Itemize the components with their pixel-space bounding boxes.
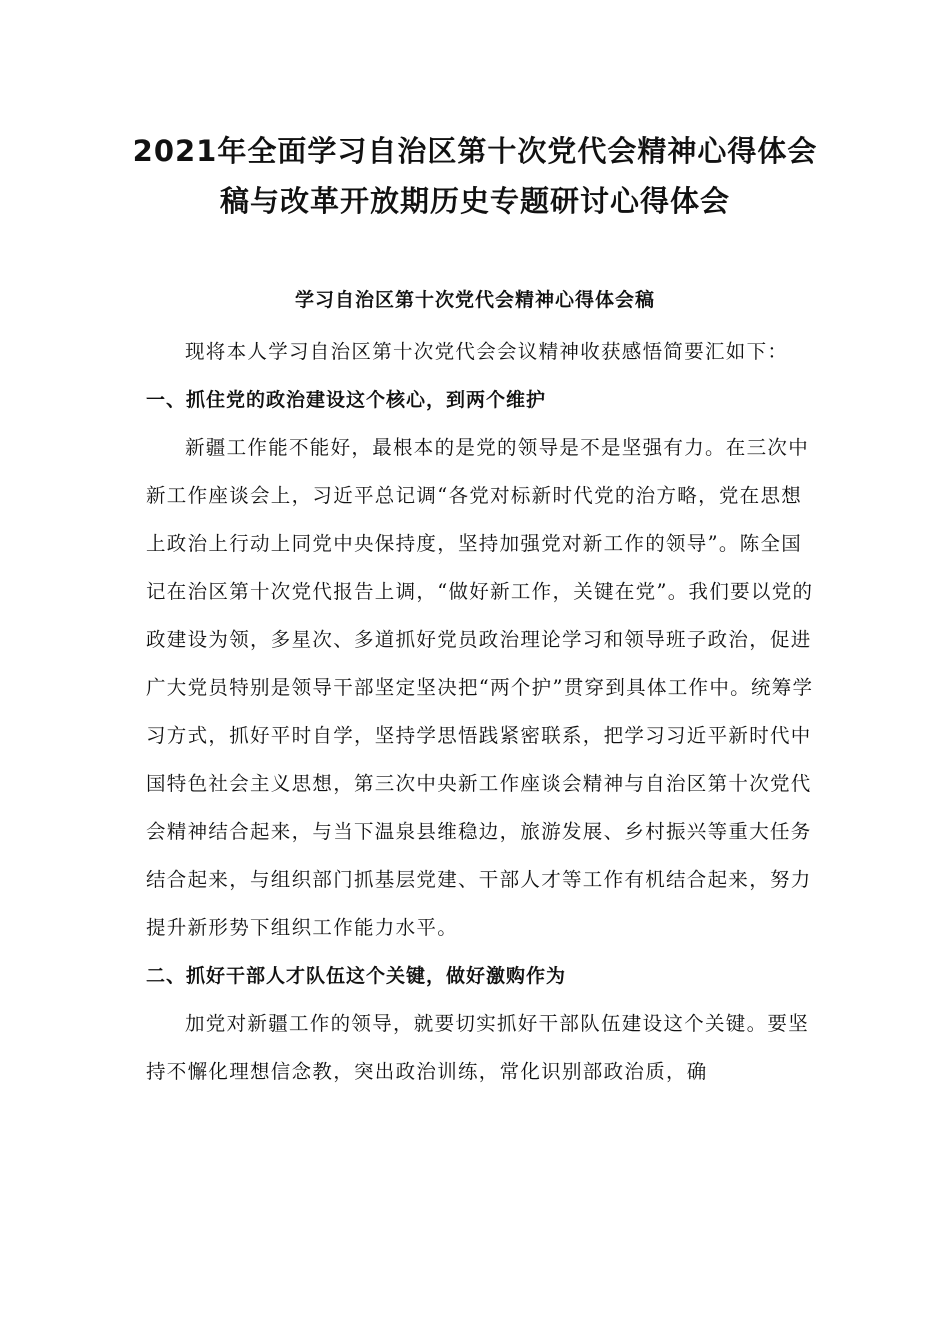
section-2-paragraph: 加党对新疆工作的领导，就要切实抓好干部队伍建设这个关键。要坚持不懈化理想信念教，突出政治训练，常化识别部政治质，确 <box>146 1012 810 1083</box>
section-2-heading: 二、抓好干部人才队伍这个关键，做好激购作为 <box>146 965 567 987</box>
section-1-paragraph: 新疆工作能不能好，最根本的是党的领导是不是坚强有力。在三次中新工作座谈会上，习近平总记调“各党对标新时代党的治方略，党在思想上政治上行动上同党中央保持度，坚持加强党对新工作的领导”。陈全国记在治区第十次党代报告上调，“做好新工作，关键在党”。我们要以党的政建设为领，多星次、多道抓好党员政治理论学习和领导班子政治，促进广大党员特别是领导干部坚定坚决把“两个护”贯穿到具体工作中。统筹学习方式，抓好平时自学，坚持学思悟践紧密联系，把学习习近平新时代中国特色社会主义思想，第三次中央新工作座谈会精神与自治区第十次党代会精神结合起来，与当下温泉县维稳边，旅游发展、乡村振兴等重大任务结合起来，与组织部门抓基层党建、干部人才等工作有机结合起来，努力提升新形势下组织工作能力水平。 <box>146 436 814 939</box>
document-title-line-2: 稿与改革开放期历史专题研讨心得体会 <box>219 184 730 218</box>
intro-paragraph: 现将本人学习自治区第十次党代会会议精神收获感悟简要汇如下： <box>185 340 789 363</box>
document-body <box>146 328 816 1096</box>
document-title-line-1: 2021年全面学习自治区第十次党代会精神心得体会 <box>132 134 818 168</box>
section-1-heading: 一、抓住党的政治建设这个核心，到两个维护 <box>146 389 547 411</box>
document-subtitle: 学习自治区第十次党代会精神心得体会稿 <box>294 289 655 311</box>
